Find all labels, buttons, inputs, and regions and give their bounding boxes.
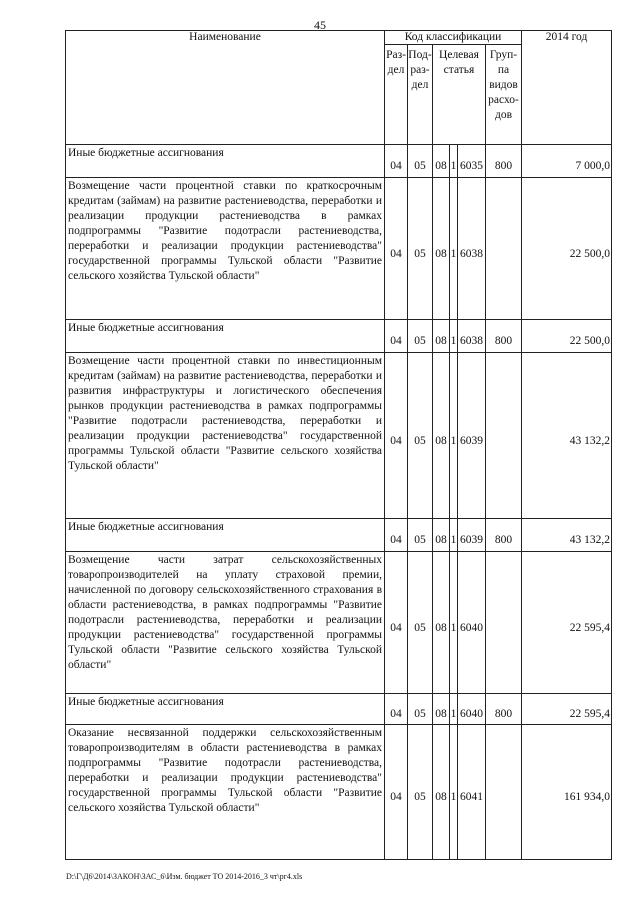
row-razdel: 04	[385, 178, 408, 320]
row-vid	[486, 725, 522, 860]
row-sum: 22 500,0	[522, 178, 612, 320]
header-gruppa: Груп- па видов расхо- дов	[486, 45, 522, 145]
row-cs2: 1	[450, 519, 458, 552]
row-podrazdel: 05	[408, 725, 433, 860]
row-cs3: 6039	[458, 519, 486, 552]
row-podrazdel: 05	[408, 694, 433, 725]
row-sum: 22 595,4	[522, 694, 612, 725]
row-cs1: 08	[433, 353, 450, 519]
row-sum: 22 500,0	[522, 320, 612, 353]
row-sum: 161 934,0	[522, 725, 612, 860]
row-cs1: 08	[433, 519, 450, 552]
row-vid	[486, 178, 522, 320]
row-razdel: 04	[385, 519, 408, 552]
row-name: Оказание несвязанной поддержки сельскохозяйственным товаропроизводителям в области растениеводства в рамках подпрограммы "Развитие подотрасли растениеводства, переработки и реализации продукции растениеводства" государственной программы Тульской области "Развитие сельского хозяйства Тульской области"	[66, 725, 385, 860]
row-podrazdel: 05	[408, 552, 433, 694]
row-cs2: 1	[450, 178, 458, 320]
row-vid	[486, 353, 522, 519]
row-sum: 43 132,2	[522, 519, 612, 552]
row-razdel: 04	[385, 320, 408, 353]
row-cs1: 08	[433, 725, 450, 860]
row-cs3: 6040	[458, 552, 486, 694]
row-podrazdel: 05	[408, 145, 433, 178]
row-podrazdel: 05	[408, 519, 433, 552]
row-name: Иные бюджетные ассигнования	[66, 145, 385, 178]
row-cs3: 6038	[458, 178, 486, 320]
page-number: 45	[314, 18, 326, 32]
row-cs2: 1	[450, 725, 458, 860]
row-podrazdel: 05	[408, 320, 433, 353]
row-podrazdel: 05	[408, 353, 433, 519]
row-cs2: 1	[450, 353, 458, 519]
header-year: 2014 год	[522, 31, 612, 145]
row-cs3: 6040	[458, 694, 486, 725]
table-row	[66, 178, 612, 320]
table-row	[66, 145, 612, 178]
header-celevaya: Целевая статья	[433, 45, 486, 145]
row-cs2: 1	[450, 145, 458, 178]
row-name: Возмещение части процентной ставки по инвестиционным кредитам (займам) на развитие растениеводства, переработки и развития инфраструктуры и логистического обеспечения рынков продукции растениеводства в рамках подпрограммы "Развитие подотрасли растениеводства, переработки и реализации продукции растениеводства" государственной программы Тульской области "Развитие сельского хозяйства Тульской области"	[66, 353, 385, 519]
header-name: Наименование	[66, 31, 385, 145]
footer-path: D:\Г\Д6\2014\ЗАКОН\ЗАС_6\Изм. бюджет ТО 2014-2016_3 чт\рг4.xls	[66, 872, 303, 881]
header-podrazdel: Под- раз- дел	[408, 45, 433, 145]
row-vid: 800	[486, 694, 522, 725]
row-cs3: 6035	[458, 145, 486, 178]
header-code: Код классификации	[385, 31, 522, 45]
row-cs1: 08	[433, 552, 450, 694]
row-cs1: 08	[433, 694, 450, 725]
row-cs3: 6041	[458, 725, 486, 860]
header-razdel: Раз- дел	[385, 45, 408, 145]
row-vid: 800	[486, 519, 522, 552]
row-name: Возмещение части процентной ставки по краткосрочным кредитам (займам) на развитие растениеводства, переработки и реализации продукции растениеводства в рамках подпрограммы "Развитие подотрасли растениеводства, переработки и реализации продукции растениеводства" государственной программы Тульской области "Развитие сельского хозяйства Тульской области"	[66, 178, 385, 320]
table-row	[66, 320, 612, 353]
row-cs3: 6038	[458, 320, 486, 353]
row-name: Иные бюджетные ассигнования	[66, 320, 385, 353]
row-name: Иные бюджетные ассигнования	[66, 694, 385, 725]
table-row	[66, 552, 612, 694]
row-cs2: 1	[450, 694, 458, 725]
row-cs1: 08	[433, 320, 450, 353]
row-name: Возмещение части затрат сельскохозяйственных товаропроизводителей на уплату страховой премии, начисленной по договору сельскохозяйственного страхования в области растениеводства, в рамках подпрограммы "Развитие подотрасли растениеводства, переработки и реализации продукции растениеводства" государственной программы Тульской области "Развитие сельского хозяйства Тульской области"	[66, 552, 385, 694]
row-razdel: 04	[385, 145, 408, 178]
row-vid	[486, 552, 522, 694]
table-row	[66, 519, 612, 552]
row-cs1: 08	[433, 145, 450, 178]
row-cs2: 1	[450, 552, 458, 694]
row-cs3: 6039	[458, 353, 486, 519]
row-name: Иные бюджетные ассигнования	[66, 519, 385, 552]
row-razdel: 04	[385, 353, 408, 519]
row-sum: 43 132,2	[522, 353, 612, 519]
budget-table	[65, 30, 612, 860]
table-row	[66, 353, 612, 519]
row-podrazdel: 05	[408, 178, 433, 320]
row-razdel: 04	[385, 725, 408, 860]
row-cs2: 1	[450, 320, 458, 353]
row-razdel: 04	[385, 694, 408, 725]
table-row	[66, 694, 612, 725]
row-sum: 22 595,4	[522, 552, 612, 694]
table-row	[66, 725, 612, 860]
row-razdel: 04	[385, 552, 408, 694]
row-vid: 800	[486, 320, 522, 353]
row-sum: 7 000,0	[522, 145, 612, 178]
row-vid: 800	[486, 145, 522, 178]
row-cs1: 08	[433, 178, 450, 320]
